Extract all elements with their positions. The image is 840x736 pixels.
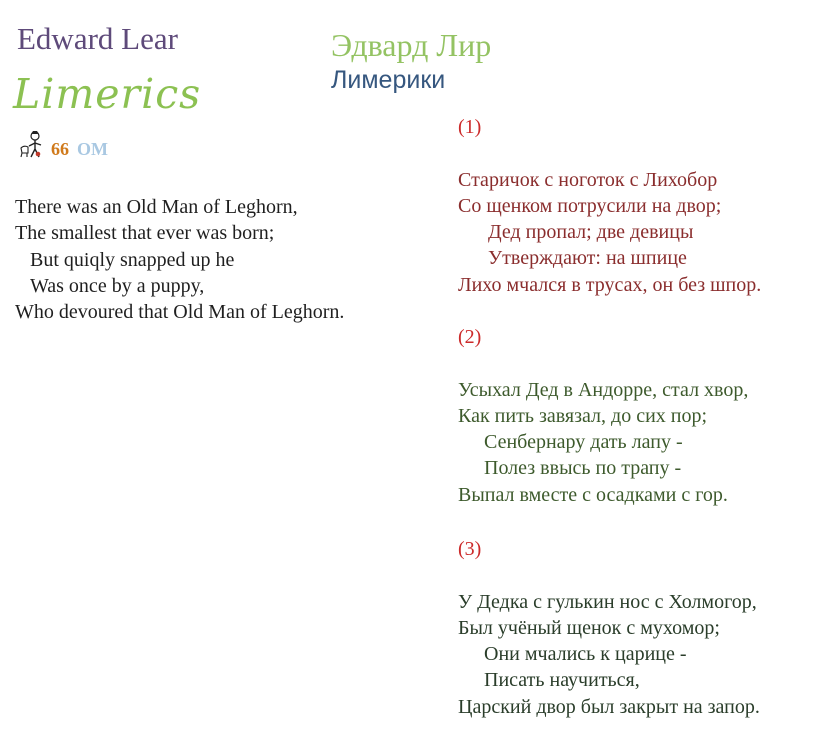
translation-line: Лихо мчался в трусах, он без шпор. (458, 273, 762, 296)
old-man-with-dog-icon (18, 130, 48, 160)
translation-line: Они мчались к царице - (484, 643, 687, 666)
translation-line: У Дедка с гулькин нос с Холмогор, (458, 590, 757, 613)
translation-line: Писать научиться, (484, 669, 640, 692)
translation-line: Со щенком потрусили на двор; (458, 194, 722, 217)
translation-1 (458, 114, 761, 298)
translation-3 (458, 536, 760, 720)
translation-line: Как пить завязал, до сих пор; (458, 404, 708, 427)
translation-number: (3) (458, 538, 482, 560)
translation-number: (1) (458, 116, 482, 138)
badge-number: 66 (51, 139, 69, 159)
author-name-ru: Эдвард Лир (331, 27, 492, 63)
translation-2 (458, 324, 748, 508)
badge-unit: OM (77, 139, 108, 159)
translation-line: Выпал вместе с осадками с гор. (458, 483, 728, 506)
author-name-en: Edward Lear (17, 21, 178, 56)
collection-title-en: Limerics (13, 70, 202, 118)
poem-line: There was an Old Man of Leghorn, (15, 196, 298, 218)
om-badge (18, 130, 108, 160)
translation-line: Был учёный щенок с мухомор; (458, 616, 720, 639)
translation-line: Дед пропал; две девицы (488, 221, 694, 244)
translation-line: Старичок с ноготок с Лихобор (458, 168, 718, 191)
collection-title-ru: Лимерики (331, 66, 446, 94)
poem-line: But quiqly snapped up he (30, 248, 235, 271)
translation-line: Царский двор был закрыт на запор. (458, 695, 760, 718)
translation-line: Усыхал Дед в Андорре, стал хвор, (458, 378, 749, 401)
poem-english (15, 194, 344, 325)
translation-number: (2) (458, 326, 482, 348)
translation-line: Полез ввысь по трапу - (484, 457, 682, 480)
translation-line: Сенбернару дать лапу - (484, 431, 683, 454)
poem-line: Was once by a puppy, (30, 274, 205, 297)
poem-line: The smallest that ever was born; (15, 222, 275, 245)
translation-line: Утверждают: на шпице (488, 247, 687, 270)
poem-line: Who devoured that Old Man of Leghorn. (15, 301, 345, 324)
